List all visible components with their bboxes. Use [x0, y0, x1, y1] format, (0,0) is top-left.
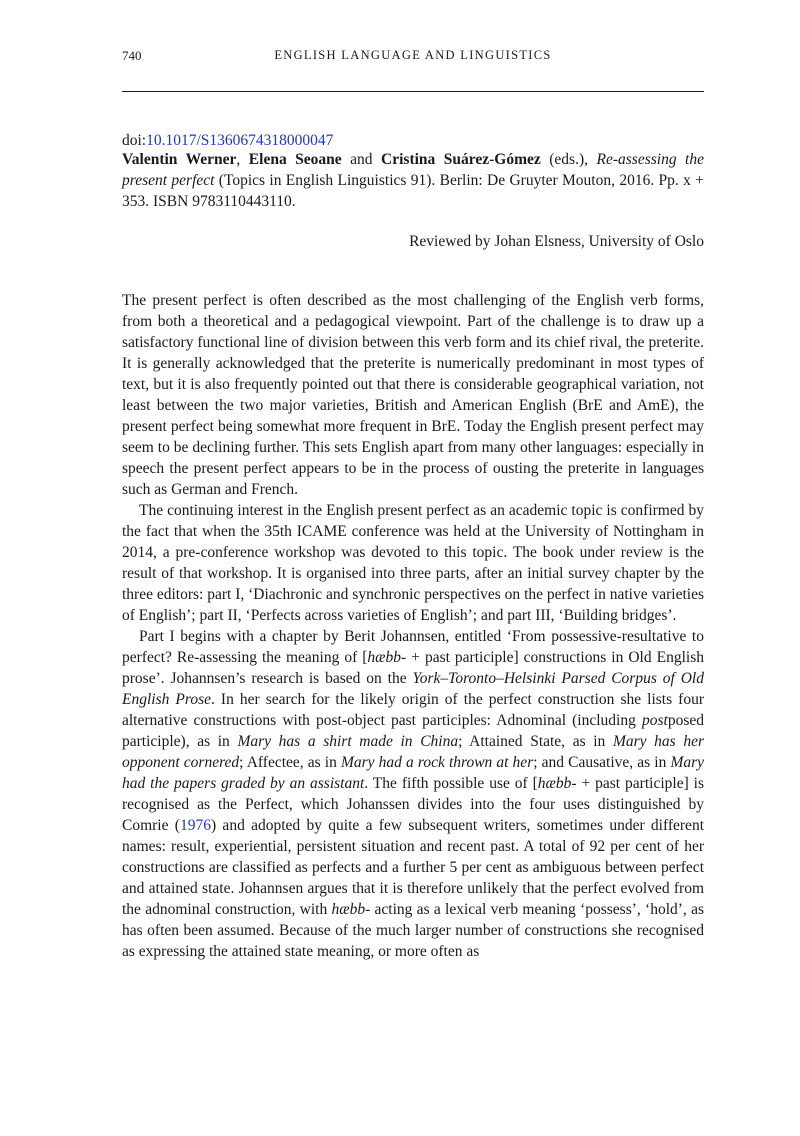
- doi-line: [122, 130, 333, 151]
- doi-link[interactable]: 10.1017/S1360674318000047: [146, 132, 334, 149]
- publication-details: (Topics in English Linguistics 91). Berlin: De Gruyter Mouton, 2016. Pp. x + 353. ISBN 9783110443110.: [122, 172, 704, 210]
- example-sentence: Mary had a rock thrown at her: [340, 754, 534, 771]
- paragraph: The present perfect is often described as the most challenging of the English verb forms, from both a theoretical and a pedagogical viewpoint. Part of the challenge is to draw up a satisfactory functional line of division between this verb form and its chief rival, the preterite. It is generally acknowledged that the preterite is numerically predominant in most types of text, but it is also frequently pointed out that there is considerable geographical variation, not least between the two major varieties, British and American English (BrE and AmE), the present perfect being somewhat more frequent in BrE. Today the English present perfect may seem to be declining further. This sets English apart from many other languages: especially in speech the present perfect appears to be in the process of ousting the preterite in languages such as German and French.: [122, 292, 704, 498]
- paragraph: Part I begins with a chapter by Berit Johannsen, entitled ‘From possessive-resultative to perfect? Re-assessing the meaning of [hæbb- + past participle] constructions in Old English prose’. Johannsen’s research is based on the York–Toronto–Helsinki Parsed Corpus of Old English Prose. In her search for the likely origin of the perfect construction she lists four alternative constructions with post-object past participles: Adnominal (including postposed participle), as in Mary has a shirt made in China; Attained State, as in Mary has her opponent cornered; Affectee, as in Mary had a rock thrown at her; and Causative, as in Mary had the papers graded by an assistant. The fifth possible use of [hæbb- + past participle] is recognised as the Perfect, which Johanssen divides into the four uses distinguished by Comrie (1976) and adopted by quite a few subsequent writers, sometimes under different names: result, experiential, persistent situation and recent past. A total of 92 per cent of her constructions are classified as perfects and a further 5 per cent as ambiguous between perfect and attained state. Johannsen argues that it is therefore unlikely that the perfect evolved from the adnominal construction, with hæbb- acting as a lexical verb meaning ‘possess’, ‘hold’, as has often been assumed. Because of the much larger number of constructions she recognised as expressing the attained state meaning, or more often as: [122, 628, 705, 960]
- running-header: [122, 48, 704, 68]
- example-sentence: Mary has a shirt made in China: [237, 733, 459, 750]
- review-body: [122, 290, 704, 962]
- editor-name: Cristina Suárez-Gómez: [381, 151, 541, 168]
- reviewer-line: Reviewed by Johan Elsness, University of Oslo: [409, 233, 704, 250]
- doi-prefix: doi:: [122, 132, 147, 149]
- paragraph: The continuing interest in the English present perfect as an academic topic is confirmed by the fact that when the 35th ICAME conference was held at the University of Nottingham in 2014, a pre-conference workshop was devoted to this topic. The book under review is the result of that workshop. It is organised into three parts, after an initial survey chapter by the three editors: part I, ‘Diachronic and synchronic perspectives on the perfect in native varieties of English’; part II, ‘Perfects across varieties of English’; and part III, ‘Building bridges’.: [122, 502, 704, 624]
- running-title: ENGLISH LANGUAGE AND LINGUISTICS: [274, 48, 552, 62]
- example-sentence: Mary has her opponent cornered: [122, 733, 704, 771]
- citation-link-comrie[interactable]: 1976: [179, 817, 211, 834]
- header-rule: [122, 91, 704, 92]
- page-number: 740: [122, 48, 142, 63]
- editor-name: Elena Seoane: [248, 151, 342, 168]
- editor-name: Valentin Werner: [122, 151, 237, 168]
- book-citation: Valentin Werner, Elena Seoane and Cristina Suárez-Gómez (eds.), Re-assessing the present perfect (Topics in English Linguistics 91). Berlin: De Gruyter Mouton, 2016. Pp. x + 353. ISBN 9783110443110.: [122, 151, 704, 210]
- example-sentence: Mary had the papers graded by an assistant: [122, 754, 705, 792]
- book-title: Re-assessing the present perfect: [122, 151, 704, 189]
- corpus-title: York–Toronto–Helsinki Parsed Corpus of Old English Prose: [122, 670, 704, 708]
